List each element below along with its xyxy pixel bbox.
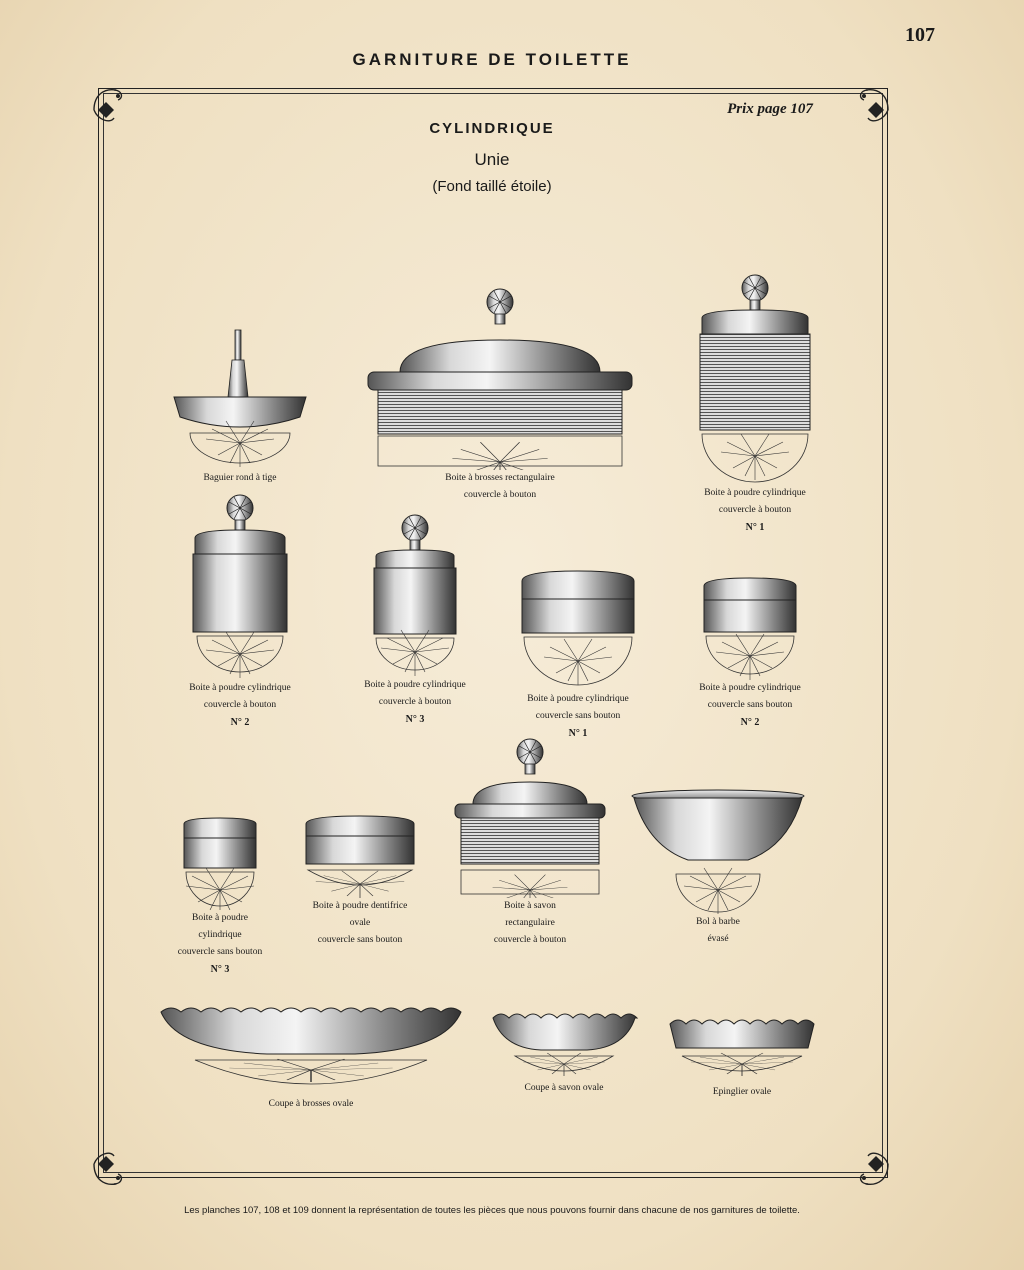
caption-line: Boite à poudre cylindrique — [699, 683, 801, 693]
caption-line: Coupe à brosses ovale — [268, 1099, 354, 1109]
caption-line: Boite à brosses rectangulaire — [445, 473, 555, 483]
caption-line: cylindrique — [198, 930, 242, 940]
corner-ornament-bottom-left — [84, 1134, 144, 1194]
item-caption — [662, 1084, 822, 1101]
item-number: N° 1 — [568, 728, 588, 739]
item-baguier — [160, 325, 320, 487]
caption-line: Coupe à savon ovale — [524, 1083, 604, 1093]
caption-line: Boite à poudre — [192, 913, 248, 923]
item-number: N° 1 — [745, 522, 765, 533]
caption-line: Bol à barbe — [696, 917, 740, 927]
item-number: N° 2 — [230, 717, 250, 728]
caption-line: couvercle sans bouton — [317, 935, 403, 945]
page-number: 107 — [905, 24, 935, 46]
caption-line: couvercle à bouton — [378, 697, 452, 707]
item-boite-poudre-bouton-2 — [165, 490, 315, 731]
item-number: N° 3 — [405, 714, 425, 725]
section-title: CYLINDRIQUE — [429, 120, 555, 137]
illustration-boite-poudre-dentifrice — [290, 810, 430, 898]
caption-line: Baguier rond à tige — [203, 473, 277, 483]
corner-ornament-bottom-right — [838, 1134, 898, 1194]
caption-line: Boite à poudre dentifrice — [312, 901, 408, 911]
item-caption — [680, 485, 830, 536]
page-title: GARNITURE DE TOILETTE — [352, 50, 632, 69]
item-boite-brosses — [360, 280, 640, 504]
illustration-coupe-brosses — [155, 1004, 467, 1096]
illustration-boite-poudre-bouton-1 — [680, 270, 830, 485]
illustration-epinglier — [662, 1016, 822, 1084]
item-boite-poudre-sans-bouton-1 — [500, 565, 656, 742]
item-caption — [155, 1096, 467, 1113]
caption-line: Boite à savon — [504, 901, 556, 911]
item-caption — [487, 1080, 641, 1097]
caption-line: Boite à poudre cylindrique — [189, 683, 291, 693]
item-boite-poudre-bouton-3 — [340, 510, 490, 728]
caption-line: couvercle à bouton — [718, 505, 792, 515]
item-boite-savon — [445, 732, 615, 949]
item-boite-poudre-dentifrice — [290, 810, 430, 949]
illustration-bol-barbe — [628, 786, 808, 914]
illustration-boite-poudre-sans-bouton-3 — [150, 812, 290, 910]
item-boite-poudre-bouton-1 — [680, 270, 830, 536]
item-caption — [670, 680, 830, 731]
caption-line: évasé — [707, 934, 729, 944]
caption-line: Boite à poudre cylindrique — [704, 488, 806, 498]
illustration-coupe-savon — [487, 1010, 641, 1080]
caption-line: couvercle à bouton — [493, 935, 567, 945]
caption-line: couvercle sans bouton — [177, 947, 263, 957]
item-caption — [165, 680, 315, 731]
caption-line: couvercle sans bouton — [535, 711, 621, 721]
item-caption — [290, 898, 430, 949]
item-epinglier — [662, 1016, 822, 1101]
illustration-boite-poudre-bouton-3 — [340, 510, 490, 677]
item-caption — [360, 470, 640, 504]
illustration-baguier — [160, 325, 320, 470]
illustration-boite-brosses — [360, 280, 640, 470]
item-boite-poudre-sans-bouton-3 — [150, 812, 290, 978]
caption-line: Boite à poudre cylindrique — [527, 694, 629, 704]
item-number: N° 3 — [210, 964, 230, 975]
item-caption — [445, 898, 615, 949]
caption-line: couvercle à bouton — [203, 700, 277, 710]
footer-note: Les planches 107, 108 et 109 donnent la représentation de toutes les pièces que nous pouvons fournir dans chacune de nos garnitures de toilette. — [184, 1205, 800, 1216]
item-caption — [628, 914, 808, 948]
caption-line: rectangulaire — [505, 918, 555, 928]
caption-line: couvercle sans bouton — [707, 700, 793, 710]
price-reference: Prix page 107 — [727, 101, 813, 117]
item-number: N° 2 — [740, 717, 760, 728]
item-coupe-savon — [487, 1010, 641, 1097]
item-caption — [340, 677, 490, 728]
caption-line: ovale — [349, 918, 371, 928]
illustration-boite-poudre-bouton-2 — [165, 490, 315, 680]
section-note: (Fond taillé étoile) — [432, 178, 552, 195]
caption-line: Boite à poudre cylindrique — [364, 680, 466, 690]
illustration-boite-poudre-sans-bouton-2 — [670, 572, 830, 680]
section-subtitle: Unie — [474, 150, 510, 169]
item-boite-poudre-sans-bouton-2 — [670, 572, 830, 731]
item-caption — [150, 910, 290, 978]
illustration-boite-poudre-sans-bouton-1 — [500, 565, 656, 691]
illustration-boite-savon — [445, 732, 615, 898]
caption-line: Epinglier ovale — [712, 1087, 772, 1097]
item-coupe-brosses — [155, 1004, 467, 1113]
item-caption — [160, 470, 320, 487]
caption-line: couvercle à bouton — [463, 490, 537, 500]
item-bol-barbe — [628, 786, 808, 948]
